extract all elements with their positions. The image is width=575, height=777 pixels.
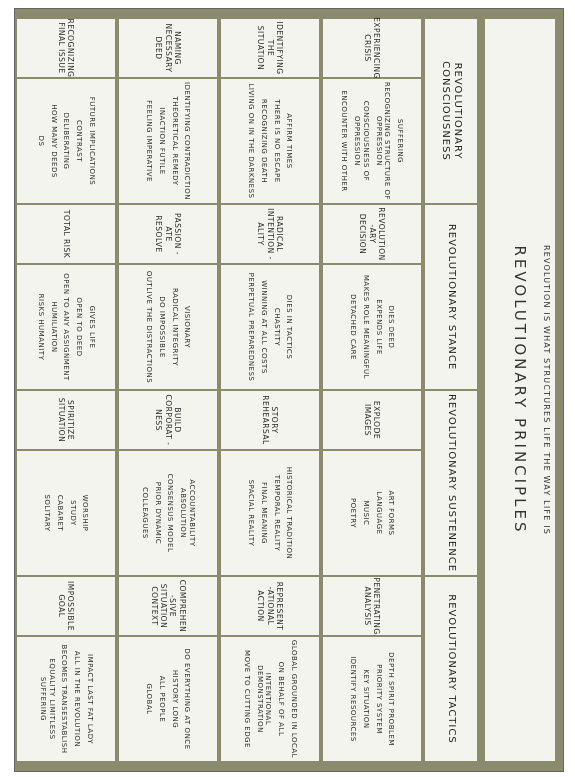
subprinciple-item: TEMPORAL REALITY bbox=[272, 474, 281, 552]
section-header-tactics: REVOLUTIONARY TACTICS bbox=[425, 577, 477, 761]
subprinciple-item: HOW MANY DEEDS bbox=[49, 104, 58, 178]
subprinciple-item: EQUALITY LIMITLESS SUFFERING bbox=[38, 658, 56, 740]
chart-sheet bbox=[14, 8, 564, 772]
subprinciple-list bbox=[221, 451, 319, 575]
chart-subtitle: REVOLUTION IS WHAT STRUCTURES LIFE THE WAY LIFE IS bbox=[542, 244, 551, 536]
subprinciple-list bbox=[221, 79, 319, 203]
subprinciple-item: DIES DEED bbox=[387, 305, 396, 349]
subprinciple-item: OUTLIVE THE DISTRACTIONS bbox=[145, 270, 154, 384]
subprinciple-list bbox=[17, 637, 115, 761]
principle-cell: REPRESENT -ATIONAL ACTION bbox=[221, 577, 319, 635]
subprinciple-item: MOVE TO CUTTING EDGE bbox=[242, 650, 251, 748]
section-header-sustenence: REVOLUTIONARY SUSTENENCE bbox=[425, 391, 477, 575]
principle-cell: EXPLODE IMAGES bbox=[323, 391, 421, 449]
subprinciple-item: DS bbox=[36, 135, 45, 147]
subprinciple-item: KEY SITUATION bbox=[362, 669, 370, 729]
subprinciple-item: AFFIRM TIMES bbox=[285, 113, 294, 169]
subprinciple-item: CABARET bbox=[56, 494, 64, 532]
principle-cell: COMPREHEN -SIVE SITUATION CONTEXT bbox=[119, 577, 217, 635]
subprinciple-item: DEPTH SPIRIT PROBLEM bbox=[387, 652, 396, 746]
subprinciple-item: VISIONARY bbox=[183, 305, 192, 349]
subprinciple-item: DETACHED CARE bbox=[349, 294, 358, 360]
principle-cell: SPIRITIZE SITUATION bbox=[17, 391, 115, 449]
subprinciple-item: SPACIAL REALITY bbox=[247, 479, 256, 547]
subprinciple-item: INTENTIONAL DEMONSTRATION bbox=[255, 665, 273, 733]
subprinciple-item: IMPACT LAST FAT LADY bbox=[85, 654, 94, 744]
rotated-chart bbox=[15, 9, 563, 771]
subprinciple-item: ON BEHALF OF ALL bbox=[277, 661, 286, 737]
subprinciple-item: COLLEAGUES bbox=[140, 487, 149, 539]
subprinciple-item: SUFFERING bbox=[396, 118, 405, 164]
subprinciple-list bbox=[323, 451, 421, 575]
principle-cell: RECOGNIZING FINAL ISSUE bbox=[17, 19, 115, 77]
subprinciple-item: RECOGNIZING STRUCTURE OF OPPRESSION bbox=[374, 81, 392, 201]
subprinciple-item: STUDY bbox=[68, 500, 77, 526]
subprinciple-item: GLOBAL GROUNDED IN LOCAL bbox=[289, 639, 298, 759]
subprinciple-list bbox=[221, 637, 319, 761]
principle-cell: RADICAL INTENTION -ALITY bbox=[221, 205, 319, 263]
subprinciple-item: FUTURE IMPLICATIONS bbox=[87, 96, 96, 186]
principle-cell: PASSION -ATE RESOLVE bbox=[119, 205, 217, 263]
subprinciple-list bbox=[323, 637, 421, 761]
subprinciple-item: DIES IN TACTICS bbox=[285, 294, 294, 360]
subprinciple-item: EXPENDS LIFE bbox=[374, 299, 383, 355]
principle-cell: PENETRATING ANALYSIS bbox=[323, 577, 421, 635]
subprinciple-item: PERPETUAL PREPAREDNESS bbox=[247, 272, 256, 382]
subprinciple-item: CHASTITY bbox=[272, 307, 281, 347]
subprinciple-item: OPEN TO ANY ASSIGNMENT bbox=[62, 273, 71, 381]
subprinciple-item: CONTRAST bbox=[75, 120, 84, 162]
subprinciple-item: CONSENSUS MODEL bbox=[166, 473, 175, 553]
subprinciple-item: BECOMES TRANSESTABLISH bbox=[60, 644, 69, 754]
subprinciple-item: DO EVERYTHING AT ONCE bbox=[183, 648, 192, 750]
subprinciple-list bbox=[119, 265, 217, 389]
subprinciple-item: FINAL MEANING bbox=[260, 482, 268, 544]
subprinciple-item: PRIOR DYNAMIC bbox=[153, 481, 162, 545]
subprinciple-item: LIVING ON IN THE DARKNESS bbox=[247, 83, 256, 199]
principle-cell: NAMING NECESSARY DEED bbox=[119, 19, 217, 77]
subprinciple-item: INACTION FUTILE bbox=[158, 107, 166, 175]
subprinciple-item: SOLITARY bbox=[43, 494, 52, 532]
subprinciple-item: ART FORMS bbox=[387, 490, 396, 536]
subprinciple-item: GIVES LIFE bbox=[87, 305, 96, 349]
subprinciple-item: FEELING IMPERATIVE bbox=[145, 100, 154, 182]
subprinciple-item: ALL PEOPLE bbox=[158, 675, 166, 723]
principle-cell: IDENTIFYING THE SITUATION bbox=[221, 19, 319, 77]
subprinciple-list bbox=[119, 637, 217, 761]
subprinciple-list bbox=[119, 451, 217, 575]
subprinciple-list bbox=[323, 79, 421, 203]
subprinciple-item: MAKES ROLE MEANINGFUL bbox=[362, 274, 370, 380]
subprinciple-item: PRIORITY SYSTEM bbox=[374, 664, 383, 734]
subprinciple-item: DO IMPOSSIBLE bbox=[158, 296, 166, 358]
subprinciple-item: THERE IS NO ESCAPE bbox=[272, 99, 281, 183]
subprinciple-item: WINNING AT ALL COSTS bbox=[260, 280, 268, 374]
subprinciple-item: MUSIC bbox=[362, 500, 370, 526]
subprinciple-item: HUMILIATION bbox=[49, 301, 58, 353]
section-header-stance: REVOLUTIONARY STANCE bbox=[425, 205, 477, 389]
section-header-consciousness: REVOLUTIONARY CONSCIOUSNESS bbox=[425, 19, 477, 203]
principle-cell: EXPERIENCING CRISIS bbox=[323, 19, 421, 77]
chart-title: REVOLUTIONARY PRINCIPLES bbox=[511, 245, 529, 535]
subprinciple-item: OPEN TO DEED bbox=[75, 297, 84, 357]
subprinciple-list bbox=[323, 265, 421, 389]
principle-cell: STORY REHEARSAL bbox=[221, 391, 319, 449]
subprinciple-item: RISKS HUMANITY bbox=[36, 293, 45, 361]
subprinciple-item: HISTORICAL TRADITION bbox=[285, 466, 294, 560]
subprinciple-item: RADICAL INTEGRITY bbox=[170, 287, 179, 367]
principle-cell: IMPOSSIBLE GOAL bbox=[17, 577, 115, 635]
subprinciple-item: DELIBERATING bbox=[62, 112, 71, 170]
subprinciple-item: CONSCIOUSNESS OF OPPRESSION bbox=[353, 100, 370, 182]
subprinciple-list bbox=[17, 79, 115, 203]
principle-cell: BUILD CORPORAT -NESS bbox=[119, 391, 217, 449]
chart-header bbox=[485, 19, 555, 761]
principle-cell: REVOLUTION -ARY DECISION bbox=[323, 205, 421, 263]
subprinciple-item: POETRY bbox=[349, 497, 358, 529]
subprinciple-item: WORSHIP bbox=[81, 494, 90, 532]
subprinciple-list bbox=[17, 451, 115, 575]
subprinciple-item: THEORETICAL REMEDY bbox=[170, 96, 179, 186]
subprinciple-item: IDENTIFYING CONTRADICTION bbox=[183, 82, 192, 200]
subprinciple-item: IDENTIFY RESOURCES bbox=[349, 656, 358, 742]
subprinciple-item: ACCOUNTABILITY ABSOLUTION bbox=[179, 479, 196, 547]
subprinciple-item: LANGUAGE bbox=[374, 491, 383, 535]
subprinciple-item: HISTORY LONG bbox=[170, 669, 179, 729]
subprinciple-list bbox=[17, 265, 115, 389]
subprinciple-item: RECOGNIZING DEATH bbox=[260, 98, 268, 184]
subprinciple-list bbox=[221, 265, 319, 389]
principle-cell: TOTAL RISK bbox=[17, 205, 115, 263]
subprinciple-item: ALL IN THE REVOLUTION bbox=[73, 650, 82, 748]
subprinciple-item: GLOBAL bbox=[145, 683, 154, 715]
subprinciple-list bbox=[119, 79, 217, 203]
subprinciple-item: ENCOUNTER WITH OTHER bbox=[340, 90, 349, 192]
